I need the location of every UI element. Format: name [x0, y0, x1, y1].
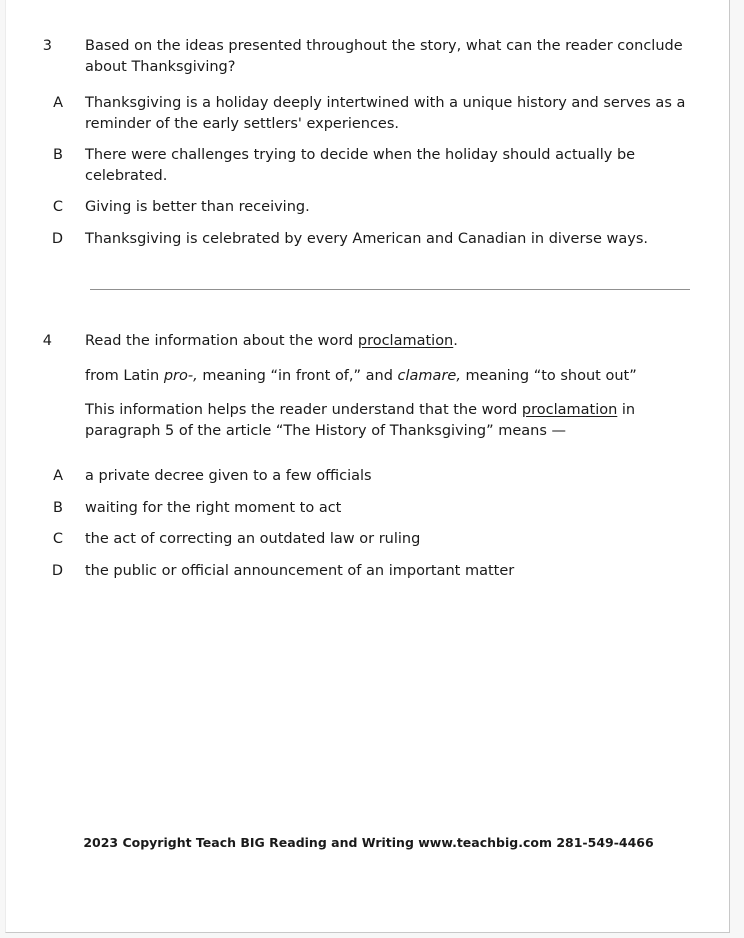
question-4-stem-lead: Read the information about the word: [85, 333, 358, 349]
question-4-choice-b-letter: B: [53, 499, 63, 516]
spacer: [6, 218, 730, 229]
etymology-segment-2: meaning “in front of,” and: [197, 367, 398, 384]
question-3-stem-row: [6, 36, 730, 77]
question-3-choice-c[interactable]: [6, 197, 730, 218]
question-4-block: [6, 290, 730, 581]
question-3-choice-a-text: Thanksgiving is a holiday deeply intertwined with a unique history and serves as a reminder of the early settlers' experiences.: [85, 95, 686, 132]
question-3-number: 3: [42, 38, 52, 54]
question-4-choice-d[interactable]: [6, 561, 730, 582]
page-footer: 2023 Copyright Teach BIG Reading and Writing www.teachbig.com 281-549-4466: [83, 835, 654, 850]
question-4-prompt-tail: in paragraph 5 of the article “The History of Thanksgiving” means —: [85, 402, 636, 439]
question-4-choice-a-text: a private decree given to a few officials: [85, 468, 372, 484]
document-page: [5, 0, 730, 933]
etymology-latin-root-1: pro-,: [163, 367, 198, 384]
etymology-segment-3: meaning “to shout out”: [460, 367, 637, 384]
spacer: [6, 441, 730, 466]
spacer: [6, 550, 730, 561]
question-4-choice-c[interactable]: [6, 529, 730, 550]
question-3-choice-a-letter: A: [53, 95, 63, 111]
question-4-choice-a-letter: A: [53, 468, 63, 484]
question-3-block: [6, 0, 730, 249]
question-4-prompt-row: [6, 400, 730, 441]
spacer: [6, 77, 730, 93]
question-4-prompt: [85, 400, 690, 441]
question-4-choice-b[interactable]: [6, 498, 730, 519]
question-4-stem-keyword: proclamation: [357, 333, 454, 349]
page-content: [6, 0, 730, 581]
question-3-choice-b[interactable]: [6, 145, 730, 186]
question-4-number: 4: [42, 333, 52, 349]
spacer: [6, 186, 730, 197]
question-3-choice-d[interactable]: [6, 229, 730, 250]
question-4-choice-b-text: waiting for the right moment to act: [85, 499, 342, 516]
spacer: [6, 487, 730, 498]
question-4-stem-tail: .: [453, 333, 458, 349]
question-3-choice-b-letter: B: [53, 147, 63, 163]
etymology-segment-1: from Latin: [85, 367, 164, 384]
question-4-stem-row: [6, 331, 730, 352]
question-4-stem: [85, 331, 690, 352]
question-4-choice-a[interactable]: [6, 466, 730, 487]
question-4-choice-d-letter: D: [51, 562, 63, 579]
question-3-choice-b-text: There were challenges trying to decide when the holiday should actually be celebrated.: [85, 147, 636, 184]
question-3-choice-c-letter: C: [52, 199, 63, 215]
question-3-choice-d-text: Thanksgiving is celebrated by every American and Canadian in diverse ways.: [85, 230, 648, 247]
spacer: [6, 518, 730, 529]
question-3-stem: Based on the ideas presented throughout the story, what can the reader conclude about Thanksgiving?: [85, 38, 683, 75]
question-3-choice-d-letter: D: [51, 230, 63, 247]
question-4-prompt-keyword: proclamation: [521, 402, 618, 418]
question-4-etymology-row: [6, 366, 730, 387]
question-4-prompt-lead: This information helps the reader understand that the word: [85, 402, 522, 418]
question-4-etymology: [85, 366, 690, 387]
question-4-choice-c-letter: C: [52, 531, 63, 547]
question-3-choice-c-text: Giving is better than receiving.: [85, 199, 310, 215]
etymology-latin-root-2: clamare,: [397, 367, 461, 384]
spacer: [6, 134, 730, 145]
question-3-choice-a[interactable]: [6, 93, 730, 134]
spacer: [6, 386, 730, 400]
question-4-choice-d-text: the public or official announcement of an important matter: [85, 562, 515, 579]
question-4-choice-c-text: the act of correcting an outdated law or ruling: [85, 531, 421, 547]
spacer: [6, 352, 730, 366]
